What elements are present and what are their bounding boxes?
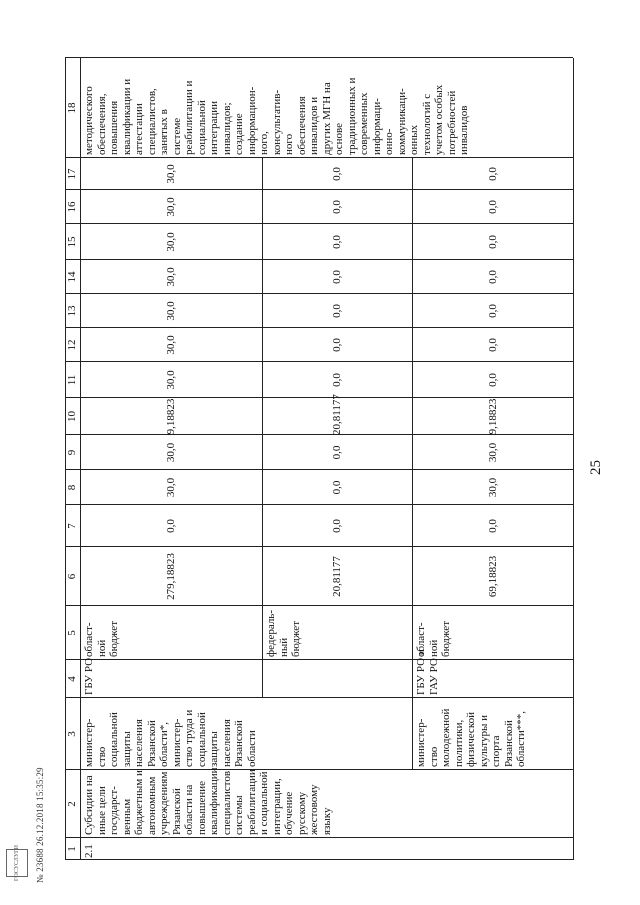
executor-text-line: министер- [170, 718, 183, 767]
total-amount: 20,81177 [331, 556, 343, 597]
amount-cell: 0,0 [487, 167, 499, 181]
purpose-text-line: инвалидов; [220, 102, 233, 155]
amount-cell: 0,0 [331, 167, 343, 181]
column-header: 10 [66, 411, 78, 422]
measure-text-line: жестовому [308, 784, 320, 835]
column-rule [65, 659, 573, 660]
column-header: 16 [66, 201, 78, 213]
purpose-text-line: инвалидов и [308, 96, 320, 155]
measure-text-line: русскому [295, 791, 308, 835]
purpose-text-line: инвалидов [458, 105, 470, 155]
purpose-text-line: методического [83, 86, 95, 155]
purpose-text-line: ного [283, 133, 295, 155]
column-header: 18 [66, 102, 78, 114]
column-header: 3 [66, 731, 78, 737]
measure-text-line: языку [320, 807, 333, 835]
purpose-text-line: системе [170, 117, 183, 155]
measure-text-line: реабилитации [245, 769, 258, 835]
amount-cell: 30,0 [165, 477, 177, 498]
amount-cell: 20,81177 [331, 394, 343, 435]
executor-text-line: социальной [108, 712, 120, 767]
row-rule [80, 58, 81, 860]
executor-text-line: социальной [195, 712, 208, 767]
executor-text-line: области*, [158, 721, 170, 767]
amount-cell: 30,0 [165, 164, 177, 184]
amount-cell: 0,0 [487, 519, 499, 533]
amount-cell: 30,0 [165, 301, 177, 321]
purpose-text-line: квалификации и [120, 78, 133, 155]
measure-text-line: учреждениям [158, 771, 170, 835]
purpose-text-line: информаци- [370, 98, 383, 155]
executor-text-line: министер- [83, 718, 95, 767]
amount-cell: 30,0 [165, 442, 177, 463]
measure-text-line: автономным [145, 776, 158, 835]
amount-cell: 0,0 [331, 270, 343, 284]
measure-text-line: бюджетным и [133, 770, 145, 835]
column-header: 9 [66, 449, 78, 456]
executor-text-line: спорта [490, 735, 502, 767]
amount-cell: 0,0 [331, 480, 343, 495]
executor-text-line: ство [95, 746, 108, 767]
amount-cell: 0,0 [487, 304, 499, 318]
purpose-text-line: онных [408, 124, 420, 155]
executor-text-line: культуры и [477, 715, 490, 767]
column-rule [65, 697, 573, 698]
column-header: 17 [66, 168, 78, 180]
executor-text-line: Рязанской [233, 720, 245, 767]
measure-text-line: Рязанской [170, 788, 183, 835]
measure-text-line: и социальной [258, 771, 270, 835]
purpose-text-line: современных [358, 92, 370, 155]
amount-cell: 9,18823 [487, 398, 499, 435]
column-header: 8 [66, 484, 78, 491]
executor-text-line: Рязанской [145, 720, 158, 767]
purpose-text-line: реабилитации и [183, 80, 195, 155]
executor-text-line: защиты [208, 731, 220, 767]
executor-text-line: министер- [415, 718, 427, 767]
amount-cell: 0,0 [487, 200, 499, 214]
amount-cell: 0,0 [331, 304, 343, 318]
column-rule [65, 859, 573, 860]
funding-source-line: бюджет [440, 621, 452, 657]
purpose-text-line: технологий с [420, 93, 433, 155]
measure-text-line: системы [233, 795, 245, 835]
amount-cell: 30,0 [165, 335, 177, 355]
amount-cell: 30,0 [487, 442, 499, 463]
amount-cell: 0,0 [331, 445, 343, 460]
total-amount: 69,18823 [487, 555, 499, 598]
measure-text-line: специалистов [220, 770, 233, 835]
executor-text-line: молодежной [440, 708, 452, 767]
purpose-text-line: коммуникаци- [395, 88, 408, 155]
column-header: 4 [66, 676, 78, 682]
executor-text-line: области [245, 730, 258, 767]
amount-cell: 0,0 [487, 235, 499, 249]
purpose-text-line: потребностей [445, 90, 458, 155]
measure-text-line: венным [120, 798, 133, 835]
amount-cell: 0,0 [487, 270, 499, 284]
page-number: 25 [588, 460, 604, 475]
total-amount: 279,18823 [165, 553, 177, 600]
funding-source-line: бюджет [290, 621, 302, 657]
funding-source-line: бюджет [108, 621, 120, 657]
purpose-text-line: специалистов, [145, 88, 158, 155]
participant-text-line: ГБУ РО [83, 657, 95, 695]
funding-source-line: ный [277, 637, 290, 657]
purpose-text-line: консультатив- [270, 89, 283, 155]
funding-source-line: федераль- [265, 610, 277, 657]
measure-text-line: квалификации [208, 767, 220, 835]
measure-text-line: иные цели [95, 786, 108, 835]
amount-cell: 30,0 [165, 370, 177, 390]
amount-cell: 0,0 [331, 373, 343, 387]
executor-text-line: населения [133, 719, 145, 767]
column-rule [65, 837, 573, 838]
item-number: 2.1 [83, 844, 95, 858]
column-header: 6 [66, 573, 78, 580]
measure-text-line: обучение [283, 791, 295, 835]
executor-text-line: ство труда и [183, 709, 195, 767]
purpose-text-line: основе [333, 122, 345, 155]
purpose-text-line: учетом особых [433, 84, 445, 155]
purpose-text-line: занятых в [158, 109, 170, 155]
funding-source-line: ной [427, 639, 440, 657]
executor-text-line: Рязанской [502, 720, 515, 767]
funding-source-line: област- [415, 622, 427, 657]
executor-text-line: физической [465, 712, 477, 767]
sub-row-rule [412, 158, 413, 770]
row-rule [573, 58, 574, 860]
amount-cell: 30,0 [165, 232, 177, 252]
program-table [65, 58, 573, 860]
amount-cell: 30,0 [165, 267, 177, 287]
amount-cell: 0,0 [331, 519, 343, 533]
column-header: 11 [66, 374, 78, 386]
amount-cell: 0,0 [331, 200, 343, 214]
column-rule [65, 57, 573, 58]
column-header: 2 [66, 801, 78, 807]
measure-text-line: государст- [108, 786, 120, 835]
purpose-text-line: создание [233, 113, 245, 155]
footer-registration: № 23688 26.12.2018 15:35:29 [35, 767, 45, 883]
purpose-text-line: интеграции [208, 100, 220, 155]
purpose-text-line: традиционных и [345, 77, 358, 155]
column-header: 13 [66, 305, 78, 317]
column-header: 1 [66, 846, 78, 852]
amount-cell: 0,0 [487, 373, 499, 387]
measure-text-line: интеграции, [270, 778, 283, 835]
executor-text-line: области***, [515, 710, 527, 767]
amount-cell: 30,0 [165, 197, 177, 217]
purpose-text-line: повышения [108, 100, 120, 155]
measure-text-line: области на [183, 784, 195, 835]
measure-text-line: повышение [195, 781, 208, 835]
column-header: 14 [66, 271, 78, 283]
executor-text-line: ство [427, 746, 440, 767]
participant-text-line: ГБУ РО и [415, 649, 427, 695]
amount-cell: 0,0 [487, 338, 499, 352]
column-header: 7 [66, 523, 78, 529]
amount-cell: 0,0 [331, 338, 343, 352]
participant-text-line: ГАУ РО [427, 658, 440, 695]
funding-source-line: ной [95, 639, 108, 657]
purpose-text-line: обеспечения [295, 96, 308, 155]
stamp-logo: ГОСУСЛУГИ [6, 849, 28, 877]
purpose-text-line: других МГН на [320, 82, 333, 155]
purpose-text-line: обеспечения, [95, 93, 108, 155]
purpose-text-line: онно- [383, 128, 395, 155]
executor-text-line: политики, [452, 719, 465, 767]
amount-cell: 0,0 [331, 235, 343, 249]
purpose-text-line: социальной [195, 100, 208, 155]
column-header: 15 [66, 236, 78, 248]
purpose-text-line: аттестации [133, 103, 145, 155]
sub-row-rule [262, 158, 263, 698]
measure-text-line: Субсидии на [83, 775, 95, 835]
amount-cell: 30,0 [487, 477, 499, 498]
purpose-text-line: информацион- [245, 86, 258, 155]
executor-text-line: защиты [120, 731, 133, 767]
funding-source-line: област- [83, 622, 95, 657]
column-header: 5 [66, 630, 78, 636]
amount-cell: 0,0 [165, 519, 177, 533]
column-header: 12 [66, 339, 78, 351]
executor-text-line: населения [220, 719, 233, 767]
amount-cell: 9,18823 [165, 398, 177, 435]
purpose-text-line: ного, [258, 131, 270, 155]
